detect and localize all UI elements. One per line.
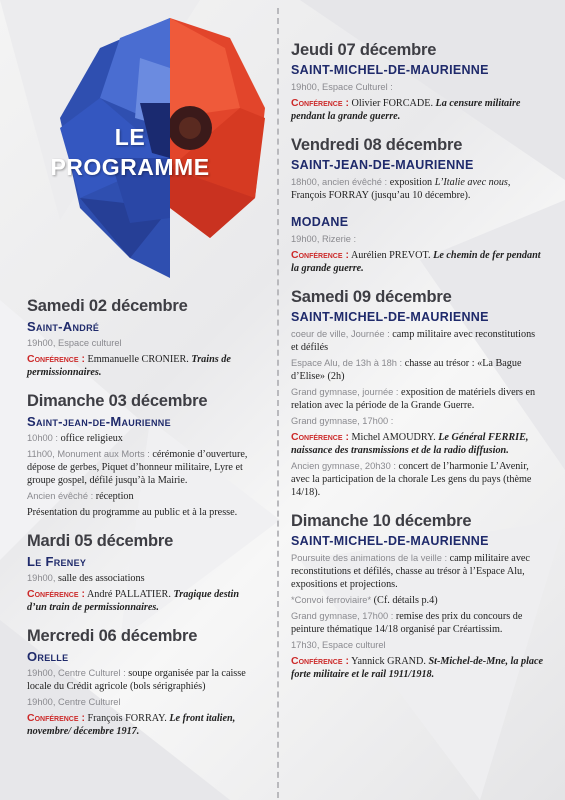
event-time: Grand gymnase, 17h00 : [291, 416, 394, 426]
conference-subject: La censure militaire pendant la grande guerre. [291, 98, 521, 122]
conference-subject: St-Michel-de-Mne, la place forte militaire et le rail 1911/1918. [291, 656, 544, 680]
event-time: Grand gymnase, journée : [291, 387, 399, 397]
event-description-end: , François FORRAY (jusqu’au 10 décembre). [291, 177, 511, 201]
schedule-line [27, 667, 259, 693]
event-description: camp militaire avec reconstitutions et défilés [291, 329, 536, 353]
day-block [27, 626, 259, 738]
conference-line [291, 249, 545, 275]
day-block [27, 296, 259, 379]
event-time: *Convoi ferroviaire* [291, 595, 372, 605]
conference-line [27, 712, 259, 738]
schedule-line [291, 386, 545, 412]
schedule-line [291, 328, 545, 354]
event-description: camp militaire avec reconstitutions et défilés, chasse au trésor à l’Espace Alu, expositions et projections. [291, 553, 530, 590]
event-title: L’Italie avec nous [434, 177, 508, 188]
right-schedule-column [291, 40, 545, 693]
event-time: Grand gymnase, 17h00 : [291, 611, 394, 621]
event-description: soupe organisée par la caisse locale du Crédit agricole (bols sérigraphiés) [27, 668, 246, 692]
title-line-2: PROGRAMME [50, 154, 210, 180]
schedule-line [27, 506, 259, 519]
event-time: coeur de ville, Journée : [291, 329, 390, 339]
schedule-line [291, 552, 545, 591]
spacer [291, 278, 545, 287]
conference-label: Conférence : [27, 712, 85, 724]
conference-line [27, 588, 259, 614]
schedule-line [27, 448, 259, 487]
event-description: office religieux [60, 433, 123, 444]
day-block [291, 214, 545, 275]
event-description: remise des prix du concours de peinture thématique 14/18 organisé par Créartissim. [291, 611, 523, 635]
spacer [27, 741, 259, 750]
column-divider [277, 8, 279, 798]
event-description: salle des associations [57, 573, 145, 584]
event-place: Saint-André [27, 319, 100, 334]
event-description: Présentation du programme au public et à la presse. [27, 507, 238, 518]
event-time: 19h00, Espace Culturel : [291, 82, 393, 92]
conference-speaker: Olivier FORCADE. [351, 98, 433, 109]
conference-speaker: Aurélien PREVOT. [350, 250, 431, 261]
event-description: (Cf. détails p.4) [373, 595, 438, 606]
event-date: Dimanche 03 décembre [27, 392, 208, 410]
event-description: chasse au trésor : «La Bague d’Elise» (2h) [291, 358, 522, 382]
event-place: MODANE [291, 215, 349, 229]
conference-label: Conférence : [291, 97, 349, 109]
event-description: exposition [389, 177, 433, 188]
event-time: 19h00, Rizerie : [291, 234, 357, 244]
event-place: Saint-jean-de-Maurienne [27, 414, 171, 429]
spacer [27, 617, 259, 626]
event-time: 19h00, [27, 573, 56, 583]
conference-subject: Le Général FERRIE, naissance des transmissions et de la radio diffusion. [291, 432, 529, 456]
conference-line [291, 655, 545, 681]
event-place: SAINT-JEAN-DE-MAURIENNE [291, 158, 474, 172]
event-place: SAINT-MICHEL-DE-MAURIENNE [291, 63, 489, 77]
event-time: 19h00, Centre Culturel : [27, 668, 126, 678]
spacer [291, 205, 545, 214]
schedule-line [291, 639, 545, 652]
event-time: Ancien gymnase, 20h30 : [291, 461, 396, 471]
schedule-line [27, 572, 259, 585]
event-time: Espace Alu, de 13h à 18h : [291, 358, 403, 368]
day-block [291, 511, 545, 681]
event-time: 19h00, Espace culturel [27, 338, 122, 348]
schedule-line [291, 81, 545, 94]
conference-speaker: André PALLATIER. [86, 589, 171, 600]
event-time: 18h00, ancien évêché : [291, 177, 388, 187]
schedule-line [27, 696, 259, 709]
event-place: Le Freney [27, 554, 87, 569]
schedule-line [291, 176, 545, 202]
schedule-line [291, 357, 545, 383]
day-block [291, 40, 545, 123]
conference-subject: Trains de permissionnaires. [27, 354, 231, 378]
conference-speaker: Michel AMOUDRY. [351, 432, 436, 443]
conference-speaker: François FORRAY. [87, 713, 167, 724]
conference-subject: Le chemin de fer pendant la grande guerre. [291, 250, 541, 274]
event-time: 10h00 : [27, 433, 59, 443]
title-line-1: LE [114, 124, 146, 150]
spacer [291, 684, 545, 693]
event-date: Samedi 02 décembre [27, 297, 188, 315]
event-date: Dimanche 10 décembre [291, 512, 472, 530]
event-date: Vendredi 08 décembre [291, 136, 463, 154]
day-block [27, 391, 259, 519]
event-date: Jeudi 07 décembre [291, 41, 437, 59]
event-place: Orelle [27, 649, 69, 664]
conference-label: Conférence : [291, 655, 349, 667]
schedule-line [27, 490, 259, 503]
schedule-line [291, 594, 545, 607]
event-place: SAINT-MICHEL-DE-MAURIENNE [291, 310, 489, 324]
event-date: Mardi 05 décembre [27, 532, 174, 550]
spacer [27, 522, 259, 531]
conference-speaker: Yannick GRAND. [351, 656, 426, 667]
conference-label: Conférence : [291, 431, 349, 443]
conference-line [291, 97, 545, 123]
event-description: exposition de matériels divers en relation avec la période de la Grande Guerre. [291, 387, 536, 411]
conference-label: Conférence : [291, 249, 349, 261]
spacer [291, 126, 545, 135]
event-date: Samedi 09 décembre [291, 288, 452, 306]
program-title [40, 122, 220, 182]
event-place: SAINT-MICHEL-DE-MAURIENNE [291, 534, 489, 548]
conference-subject: Le front italien, novembre/ décembre 1917. [27, 713, 236, 737]
event-time: Poursuite des animations de la veille : [291, 553, 448, 563]
event-description: concert de l’harmonie L’Avenir, avec la participation de la chorale Les gens du pays (thème 14/18). [291, 461, 532, 498]
day-block [291, 287, 545, 499]
left-schedule-column [27, 296, 259, 750]
conference-subject: Tragique destin d’un train de permissionnaires. [27, 589, 239, 613]
schedule-line [291, 460, 545, 499]
day-block [291, 135, 545, 202]
event-description: réception [95, 491, 134, 502]
spacer [27, 382, 259, 391]
event-time: Ancien évêché : [27, 491, 94, 501]
event-time: 17h30, Espace culturel [291, 640, 386, 650]
event-description: cérémonie d’ouverture, dépose de gerbes, Piquet d’honneur militaire, Lyre et groupe gospel, défilé jusqu’à la Mairie. [27, 449, 248, 486]
schedule-line [291, 233, 545, 246]
conference-speaker: Emmanuelle CRONIER. [87, 354, 189, 365]
event-time: 19h00, Centre Culturel [27, 697, 121, 707]
event-time: 11h00, Monument aux Morts : [27, 449, 150, 459]
conference-label: Conférence : [27, 588, 85, 600]
conference-label: Conférence : [27, 353, 85, 365]
schedule-line [291, 415, 545, 428]
spacer [291, 502, 545, 511]
schedule-line [291, 610, 545, 636]
conference-line [291, 431, 545, 457]
event-date: Mercredi 06 décembre [27, 627, 198, 645]
day-block [27, 531, 259, 614]
schedule-line [27, 432, 259, 445]
schedule-line [27, 337, 259, 350]
conference-line [27, 353, 259, 379]
